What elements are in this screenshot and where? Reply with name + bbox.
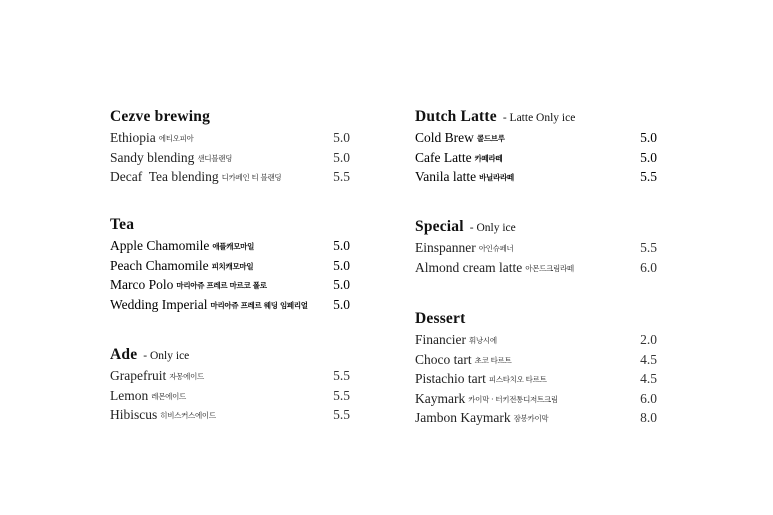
item-name-en: Cold Brew [415,130,474,145]
item-price: 2.0 [640,332,657,347]
item-name [110,148,232,169]
item-name-ko: 애플캐모마일 [212,242,255,251]
item-price: 8.0 [640,410,657,426]
menu-item [110,256,350,276]
item-price: 5.5 [333,368,350,383]
item-name-en: Sandy blending [110,149,195,165]
item-price: 5.0 [640,130,657,145]
menu-item [110,167,350,187]
item-price: 5.0 [333,130,350,145]
section-title: Ade [110,346,138,363]
menu-item [110,405,350,425]
item-name [110,167,281,188]
item-name-ko: 카페라떼 [474,153,503,163]
item-name-ko: 디카페인 티 블랜딩 [221,173,282,183]
item-name-en: Pistachio tart [415,371,486,387]
item-name-en: Jambon Kaymark [415,410,511,426]
section-tea [110,216,350,314]
item-name-ko: 마리아쥬 프레르 마르코 폴로 [176,281,267,291]
item-name-ko: 휘낭시에 [468,336,497,345]
menu-item [415,128,657,148]
section-header [415,108,657,128]
section-cezve-brewing [110,108,350,187]
menu-item [110,386,350,406]
item-name-en: Apple Chamomile [110,238,210,253]
item-price: 5.0 [640,149,657,165]
item-price: 5.0 [333,277,350,293]
item-name-ko: 초코 타르트 [474,355,512,365]
item-price: 4.5 [640,371,657,387]
section-header [110,346,350,366]
item-name [415,408,548,429]
item-name-ko: 마리아쥬 프레르 웨딩 임페리얼 [210,300,308,310]
menu-item [110,275,350,295]
item-name-ko: 콜드브루 [476,134,505,143]
item-name-en: Ethiopia [110,130,156,145]
menu-item [415,408,657,428]
item-name [415,350,511,371]
menu-item [415,330,657,350]
item-name-en: Financier [415,332,466,347]
item-name [415,238,513,259]
section-header [110,108,350,128]
menu-item [110,236,350,256]
item-price: 5.0 [333,257,350,273]
item-price: 5.5 [333,169,350,185]
item-name-ko: 레몬에이드 [151,391,186,401]
item-name-ko: 샌디블랜딩 [197,153,233,163]
item-name [110,386,186,407]
item-name-ko: 잠봉카이막 [513,414,549,424]
item-name [415,128,505,149]
item-name-ko: 아몬드크림라떼 [525,263,574,273]
menu-item [415,258,657,278]
item-name-ko: 바닐라라떼 [479,173,514,183]
item-name [110,256,253,277]
section-note: - Only ice [469,222,516,234]
section-title: Dessert [415,310,466,327]
item-price: 5.5 [333,387,350,403]
item-name-en: Cafe Latte [415,149,472,165]
item-name-en: Peach Chamomile [110,257,209,273]
item-name-en: Hibiscus [110,407,158,423]
item-price: 4.5 [640,351,657,367]
item-name-ko: 에티오피아 [158,134,194,143]
item-name [415,389,558,410]
item-name [110,405,216,426]
section-header [110,216,350,236]
item-name-ko: 히비스커스에이드 [160,411,216,421]
item-name [415,330,497,351]
section-header [415,218,657,238]
item-price: 5.0 [333,296,350,312]
section-special [415,218,657,277]
menu-item [415,148,657,168]
item-name-ko: 자몽에이드 [169,372,204,381]
section-dessert [415,310,657,428]
menu-item [415,167,657,187]
item-price: 6.0 [640,390,657,406]
item-name-en: Decaf Tea blending [110,169,219,185]
item-name [110,366,204,387]
menu-item [415,369,657,389]
item-price: 5.5 [640,169,657,185]
item-name [415,369,547,390]
item-price: 5.0 [333,149,350,165]
section-note: - Only ice [143,350,190,362]
section-ade [110,346,350,425]
section-title: Dutch Latte [415,108,497,125]
item-name-en: Einspanner [415,240,476,255]
section-note: - Latte Only ice [502,112,576,124]
menu-item [110,128,350,148]
item-name-ko: 피치캐모마일 [211,261,254,271]
section-title: Special [415,218,464,235]
item-name-en: Lemon [110,387,149,403]
section-header [415,310,657,330]
item-price: 6.0 [640,259,657,275]
item-name-en: Grapefruit [110,368,167,383]
menu-item [110,295,350,315]
item-name [110,275,267,296]
section-title: Cezve brewing [110,108,211,125]
menu-item [110,366,350,386]
item-name [415,167,514,188]
item-name [110,236,254,257]
item-price: 5.5 [333,407,350,423]
item-name [415,148,502,169]
item-name-ko: 카이막 · 터키전통디저트크림 [468,394,558,404]
section-dutch-latte [415,108,657,187]
item-name [110,128,193,149]
item-name-en: Vanila latte [415,169,477,185]
item-name-en: Marco Polo [110,277,174,293]
menu-item [415,350,657,370]
menu-item [415,389,657,409]
item-name [415,258,574,279]
item-name-ko: 아인슈페너 [478,244,514,253]
item-price: 5.5 [640,240,657,255]
item-name-en: Choco tart [415,351,472,367]
item-name-en: Wedding Imperial [110,296,208,312]
item-name-en: Almond cream latte [415,259,523,275]
item-name-en: Kaymark [415,390,466,406]
section-title: Tea [110,216,135,233]
menu-item [415,238,657,258]
item-price: 5.0 [333,238,350,253]
menu-item [110,148,350,168]
item-name [110,295,308,316]
item-name-ko: 피스타치오 타르트 [488,375,547,385]
